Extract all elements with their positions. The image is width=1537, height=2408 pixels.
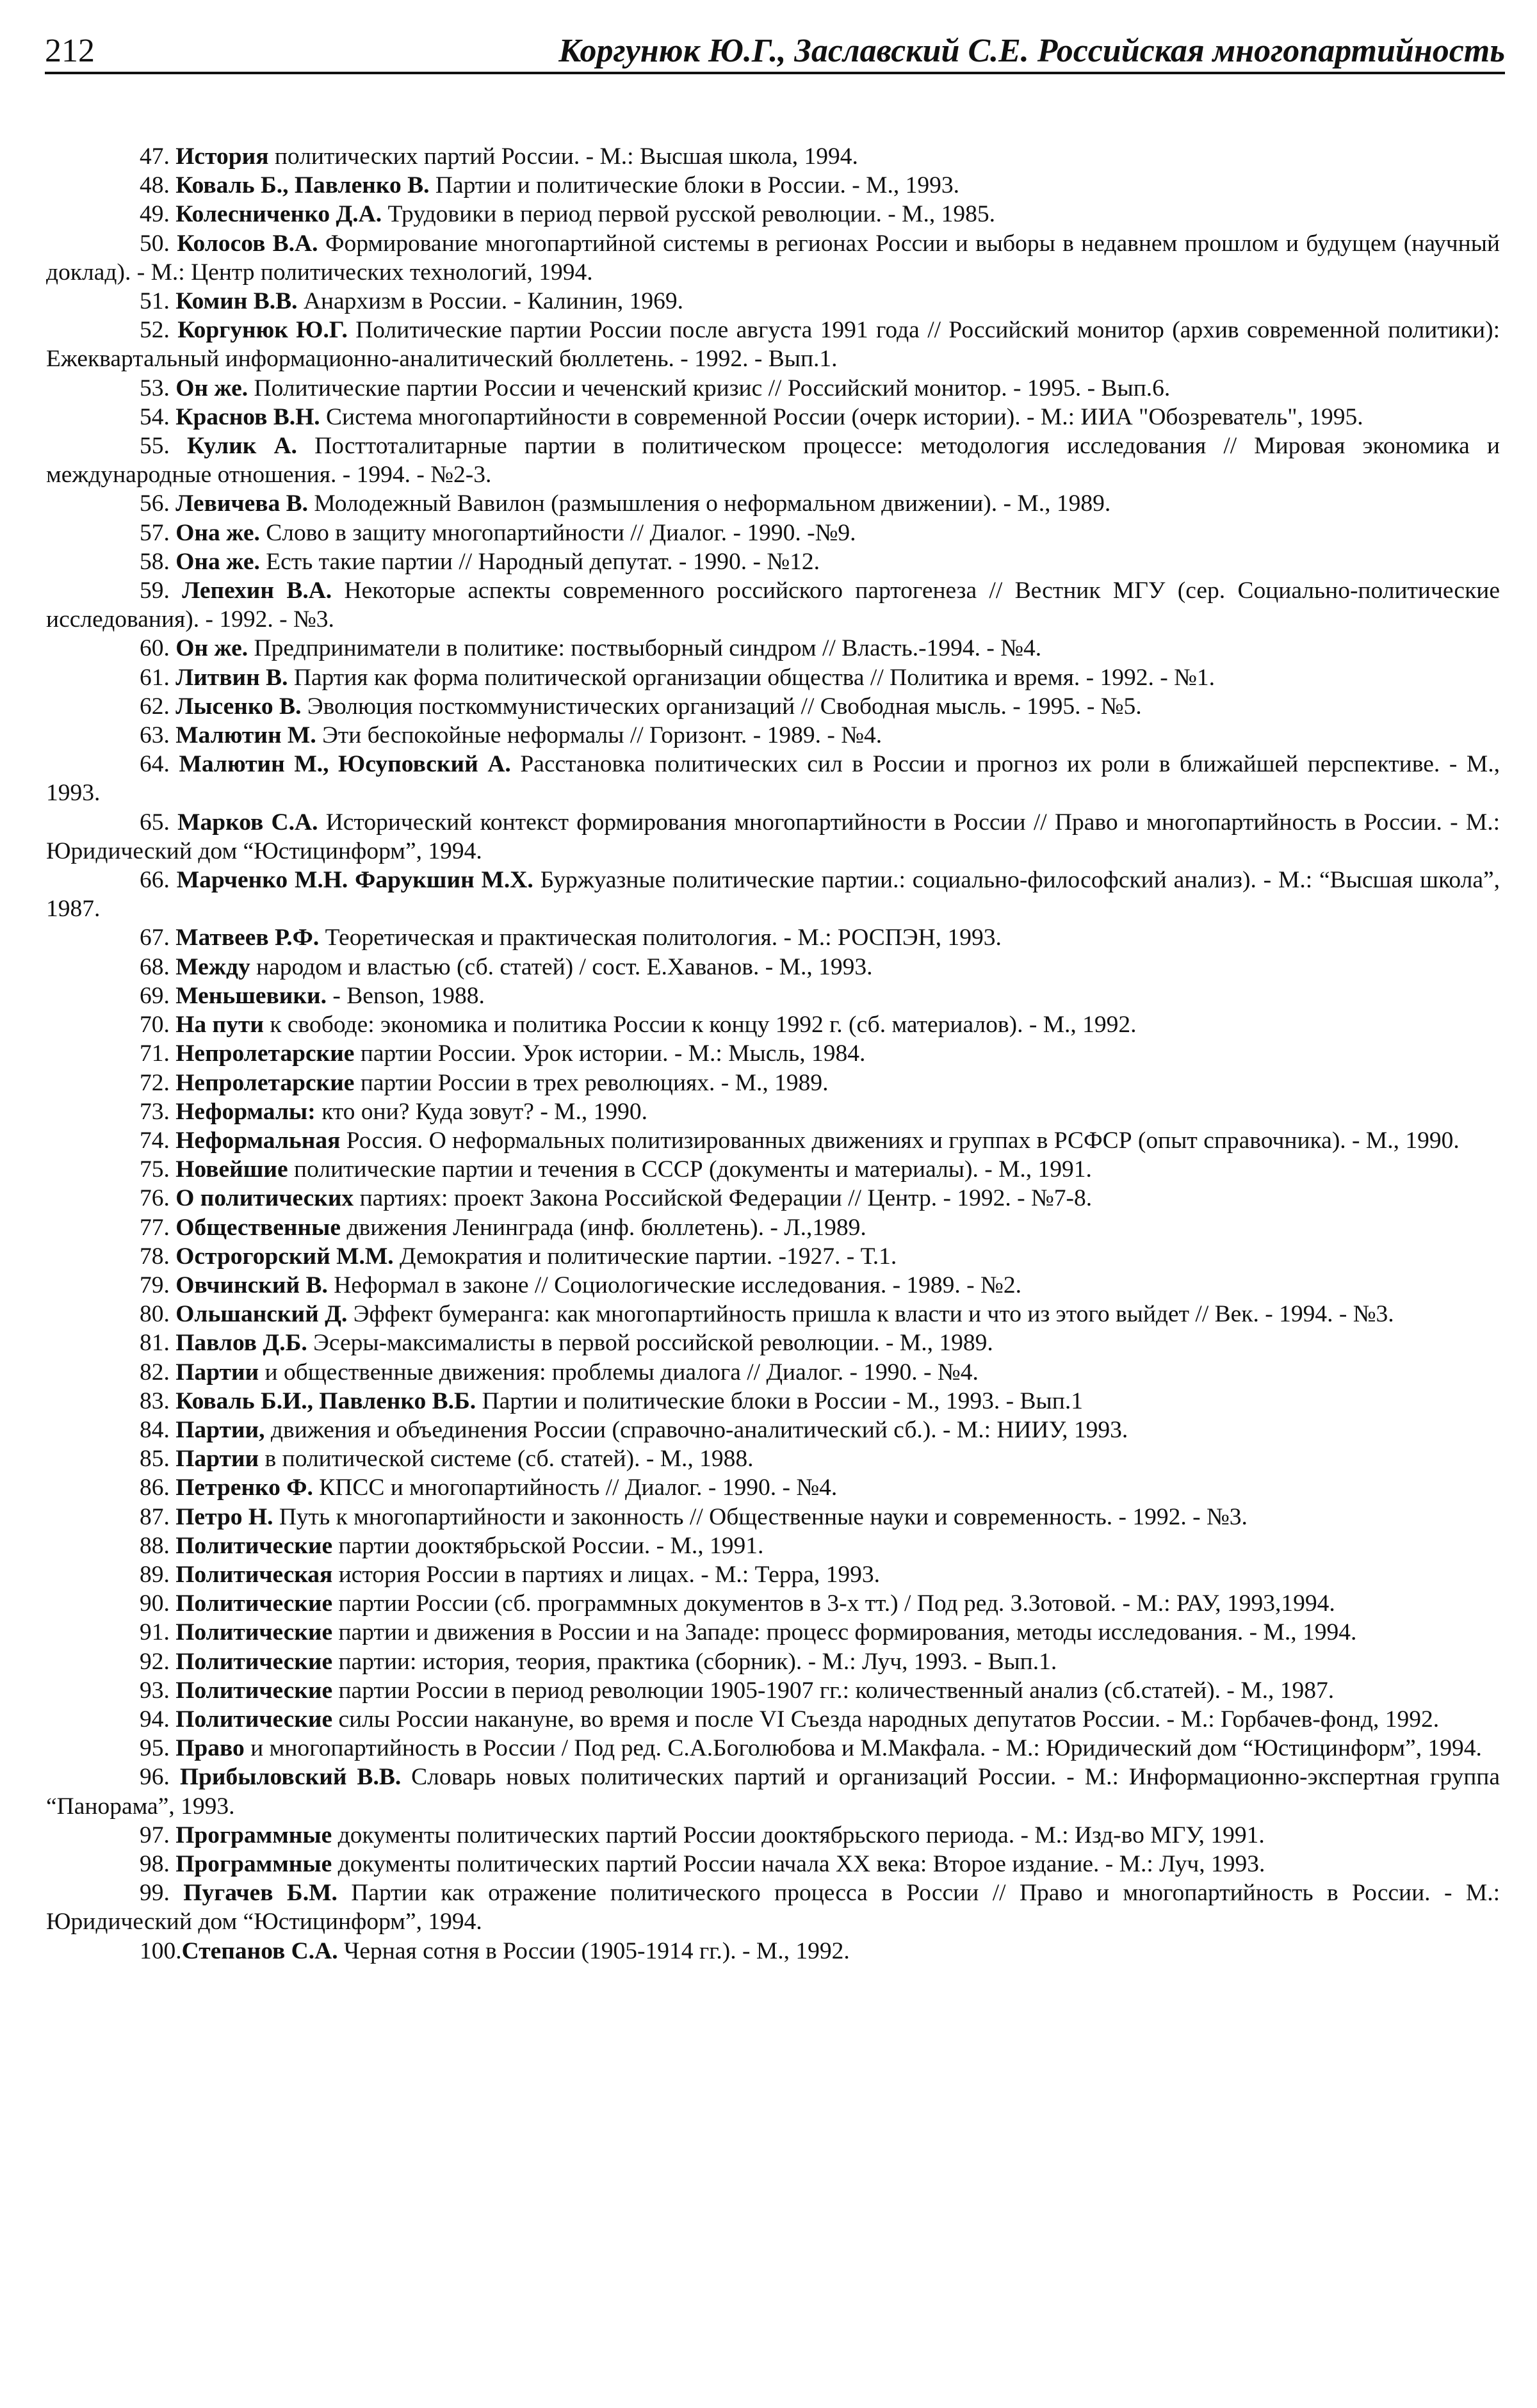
entry-spacer — [170, 722, 175, 748]
entry-number: 64. — [140, 751, 170, 778]
entry-number: 91. — [140, 1619, 170, 1646]
entry-spacer — [170, 201, 175, 227]
bibliography-entry — [46, 1937, 1500, 1966]
entry-author: Политические — [175, 1677, 333, 1704]
entry-spacer — [170, 1619, 175, 1645]
bibliography-entry — [46, 1300, 1500, 1329]
entry-spacer — [170, 549, 175, 575]
entry-author: Лысенко В. — [175, 693, 302, 720]
entry-number: 100. — [140, 1937, 182, 1964]
bibliography-entry — [46, 1821, 1500, 1850]
entry-number: 72. — [140, 1069, 170, 1096]
entry-spacer — [170, 665, 175, 691]
entry-number: 83. — [140, 1387, 170, 1414]
entry-spacer — [170, 1706, 175, 1733]
bibliography-entry — [46, 1763, 1500, 1820]
entry-number: 79. — [140, 1272, 170, 1298]
bibliography-entry — [46, 1387, 1500, 1416]
entry-author: Политические — [175, 1590, 333, 1617]
entry-number: 76. — [140, 1185, 170, 1212]
entry-author: Овчинский В. — [175, 1272, 328, 1298]
bibliography-entry — [46, 403, 1500, 432]
bibliography-entry — [46, 663, 1500, 692]
bibliography-entry — [46, 866, 1500, 923]
bibliography-entry — [46, 1184, 1500, 1213]
entry-text: Эффект бумеранга: как многопартийность пришла к власти и что из этого выйдет // Век. - 1994. - №3. — [347, 1301, 1394, 1328]
entry-author: Колосов В.А. — [177, 230, 318, 257]
entry-number: 47. — [140, 143, 170, 170]
entry-text: Расстановка политических сил в России и прогноз их роли в ближайшей перспективе. - М., 1993. — [46, 751, 1500, 807]
bibliography-entry — [46, 1589, 1500, 1618]
entry-text: Теоретическая и практическая политология. - М.: РОСПЭН, 1993. — [319, 925, 1002, 951]
entry-text: Словарь новых политических партий и организаций России. - М.: Информационно-экспертная группа “Панорама”, 1993. — [46, 1764, 1500, 1820]
entry-number: 75. — [140, 1156, 170, 1183]
bibliography-entry — [46, 750, 1500, 807]
entry-spacer — [170, 1533, 175, 1559]
entry-spacer — [170, 288, 175, 314]
bibliography-entry — [46, 1618, 1500, 1647]
entry-spacer — [170, 1301, 175, 1327]
entry-spacer — [170, 1504, 175, 1530]
entry-text: Партия как форма политической организации общества // Политика и время. - 1992. - №1. — [288, 664, 1216, 691]
entry-number: 90. — [140, 1590, 170, 1617]
entry-author: Он же. — [175, 375, 248, 401]
entry-number: 99. — [140, 1880, 170, 1907]
entry-number: 70. — [140, 1012, 170, 1038]
entry-number: 65. — [140, 809, 170, 836]
entry-number: 78. — [140, 1243, 170, 1270]
entry-text: Партии как отражение политического процесса в России // Право и многопартийность в России. - М.: Юридический дом “Юстицинформ”, 1994. — [46, 1880, 1500, 1935]
entry-spacer — [170, 375, 175, 401]
entry-text: партии России в трех революциях. - М., 1989. — [354, 1069, 829, 1096]
entry-text: Слово в защиту многопартийности // Диалог. - 1990. -№9. — [259, 519, 856, 546]
bibliography-entry — [46, 634, 1500, 663]
bibliography-entry — [46, 142, 1500, 171]
entry-author: Марченко М.Н. Фарукшин М.Х. — [176, 867, 533, 894]
bibliography-entry — [46, 432, 1500, 489]
entry-spacer — [170, 1417, 175, 1443]
entry-author: Малютин М., Юсуповский А. — [179, 751, 511, 778]
entry-number: 77. — [140, 1214, 170, 1241]
bibliography-entry — [46, 489, 1500, 518]
entry-number: 98. — [140, 1850, 170, 1877]
entry-number: 92. — [140, 1648, 170, 1675]
bibliography-entry — [46, 1734, 1500, 1763]
bibliography-entry — [46, 1358, 1500, 1387]
entry-author: Кулик А. — [187, 433, 297, 460]
page-header — [45, 28, 1505, 74]
entry-spacer — [170, 867, 177, 893]
entry-author: Павлов Д.Б. — [175, 1330, 307, 1357]
entry-spacer — [170, 172, 175, 198]
entry-number: 53. — [140, 375, 170, 401]
entry-author: Лепехин В.А. — [182, 578, 332, 604]
entry-text: Эсеры-максималисты в первой российской революции. - М., 1989. — [307, 1330, 993, 1357]
entry-author: Политические — [175, 1532, 333, 1559]
entry-spacer — [170, 1330, 175, 1356]
entry-spacer — [170, 1735, 175, 1761]
entry-author: На пути — [175, 1012, 264, 1038]
entry-number: 80. — [140, 1301, 170, 1328]
entry-number: 88. — [140, 1532, 170, 1559]
running-title: Коргунюк Ю.Г., Заславский С.Е. Российская многопартийность — [558, 33, 1505, 69]
entry-number: 49. — [140, 201, 170, 228]
entry-text: Партии и политические блоки в России - М., 1993. - Вып.1 — [476, 1387, 1083, 1414]
entry-author: Матвеев Р.Ф. — [175, 925, 320, 951]
entry-number: 54. — [140, 403, 170, 430]
bibliography-entry — [46, 519, 1500, 547]
entry-text: Есть такие партии // Народный депутат. - 1990. - №12. — [259, 548, 820, 575]
entry-author: Партии — [175, 1446, 259, 1473]
bibliography-entry — [46, 1039, 1500, 1068]
entry-number: 97. — [140, 1822, 170, 1848]
entry-spacer — [170, 1156, 175, 1183]
entry-number: 62. — [140, 693, 170, 720]
bibliography-entry — [46, 287, 1500, 316]
entry-author: Острогорский М.М. — [175, 1243, 394, 1270]
entry-number: 86. — [140, 1475, 170, 1501]
bibliography-entry — [46, 982, 1500, 1010]
entry-spacer — [170, 1359, 175, 1386]
entry-author: Литвин В. — [175, 664, 288, 691]
entry-number: 57. — [140, 519, 170, 546]
bibliography-entry — [46, 1560, 1500, 1589]
entry-number: 50. — [140, 230, 170, 257]
entry-number: 87. — [140, 1503, 170, 1530]
bibliography-entry — [46, 1416, 1500, 1444]
entry-text: документы политических партий России начала XX века: Второе издание. - М.: Луч, 1993. — [332, 1850, 1265, 1877]
entry-text: политические партии и течения в СССР (документы и материалы). - М., 1991. — [288, 1156, 1092, 1183]
bibliography-entry — [46, 1473, 1500, 1502]
entry-spacer — [170, 809, 177, 836]
entry-spacer — [170, 693, 175, 720]
bibliography-entry — [46, 229, 1500, 287]
entry-text: политических партий России. - М.: Высшая школа, 1994. — [268, 143, 858, 170]
entry-spacer — [170, 751, 179, 777]
entry-spacer — [170, 433, 187, 459]
entry-number: 68. — [140, 953, 170, 980]
entry-text: история России в партиях и лицах. - М.: Терра, 1993. — [332, 1561, 880, 1588]
entry-text: Система многопартийности в современной России (очерк истории). - М.: ИИА "Обозреватель", 1995. — [320, 403, 1363, 430]
entry-number: 63. — [140, 722, 170, 749]
entry-number: 55. — [140, 433, 170, 460]
entry-spacer — [170, 1880, 183, 1906]
entry-number: 67. — [140, 925, 170, 951]
bibliography-entry — [46, 1850, 1500, 1879]
bibliography-entry — [46, 692, 1500, 721]
bibliography-list — [46, 142, 1500, 1966]
entry-text: партии России. Урок истории. - М.: Мысль, 1984. — [354, 1040, 866, 1067]
bibliography-entry — [46, 1705, 1500, 1734]
entry-author: История — [175, 143, 269, 170]
entry-number: 85. — [140, 1446, 170, 1473]
entry-number: 52. — [140, 317, 170, 344]
entry-author: Меньшевики. — [175, 982, 327, 1009]
entry-spacer — [170, 317, 177, 343]
bibliography-entry — [46, 721, 1500, 750]
entry-text: и общественные движения: проблемы диалога // Диалог. - 1990. - №4. — [259, 1359, 979, 1386]
entry-author: О политических — [175, 1185, 354, 1212]
entry-author: Неформальная — [175, 1127, 341, 1154]
entry-spacer — [170, 1070, 175, 1096]
entry-spacer — [170, 1272, 175, 1298]
entry-number: 94. — [140, 1706, 170, 1733]
bibliography-entry — [46, 1879, 1500, 1936]
entry-author: Пугачев Б.М. — [183, 1880, 337, 1907]
entry-spacer — [170, 925, 175, 951]
entry-text: КПСС и многопартийность // Диалог. - 1990. - №4. — [313, 1475, 838, 1501]
bibliography-entry — [46, 547, 1500, 576]
header-rule — [45, 72, 1505, 74]
entry-author: Непролетарские — [175, 1069, 355, 1096]
entry-number: 81. — [140, 1330, 170, 1357]
entry-text: Предприниматели в политике: поствыборный синдром // Власть.-1994. - №4. — [248, 635, 1042, 662]
bibliography-entry — [46, 1097, 1500, 1126]
entry-spacer — [170, 1099, 175, 1125]
entry-spacer — [170, 635, 175, 661]
entry-spacer — [170, 578, 182, 604]
entry-number: 82. — [140, 1359, 170, 1386]
bibliography-entry — [46, 1531, 1500, 1560]
entry-text: движения и объединения России (справочно-аналитический сб.). - М.: НИИУ, 1993. — [264, 1416, 1128, 1443]
entry-author: Прибыловский В.В. — [179, 1764, 402, 1791]
entry-author: Степанов С.А. — [181, 1937, 338, 1964]
entry-text: народом и властью (сб. статей) / сост. Е.Хаванов. - М., 1993. — [250, 953, 873, 980]
entry-text: Трудовики в период первой русской революции. - М., 1985. — [382, 201, 996, 228]
bibliography-entry — [46, 1444, 1500, 1473]
entry-text: Буржуазные политические партии.: социально-философский анализ). - М.: “Высшая школа”, 1987. — [46, 867, 1500, 923]
entry-text: Россия. О неформальных политизированных движениях и группах в РСФСР (опыт справочника). - М., 1990. — [340, 1127, 1460, 1154]
entry-number: 56. — [140, 490, 170, 517]
entry-text: Молодежный Вавилон (размышления о неформальном движении). - М., 1989. — [308, 490, 1111, 517]
entry-number: 96. — [140, 1764, 170, 1791]
bibliography-entry — [46, 1329, 1500, 1357]
entry-spacer — [170, 1677, 175, 1704]
bibliography-entry — [46, 1676, 1500, 1705]
entry-spacer — [170, 1822, 175, 1848]
entry-author: Программные — [175, 1822, 332, 1848]
entry-author: Коваль Б., Павленко В. — [175, 172, 430, 199]
entry-spacer — [170, 1215, 175, 1241]
bibliography-entry — [46, 1242, 1500, 1271]
entry-author: Марков С.А. — [177, 809, 318, 836]
entry-text: Демократия и политические партии. -1927. - Т.1. — [393, 1243, 897, 1270]
entry-author: Она же. — [175, 548, 260, 575]
bibliography-entry — [46, 953, 1500, 982]
entry-author: Партии, — [175, 1416, 265, 1443]
entry-text: Эти беспокойные неформалы // Горизонт. - 1989. - №4. — [316, 722, 882, 749]
bibliography-entry — [46, 1069, 1500, 1097]
entry-text: Политические партии России после августа 1991 года // Российский монитор (архив современной политики): Ежеквартальный информационно-аналитический бюллетень. - 1992. - Вып.1. — [46, 317, 1500, 373]
entry-author: Коргунюк Ю.Г. — [177, 317, 348, 344]
entry-text: партии и движения в России и на Западе: процесс формирования, методы исследования. - М., 1994. — [332, 1619, 1357, 1646]
entry-text: - Benson, 1988. — [326, 982, 485, 1009]
entry-text: силы России накануне, во время и после VI Съезда народных депутатов России. - М.: Горбачев-фонд, 1992. — [332, 1706, 1440, 1733]
bibliography-entry — [46, 1647, 1500, 1676]
entry-number: 61. — [140, 664, 170, 691]
entry-text: Формирование многопартийной системы в регионах России и выборы в недавнем прошлом и будущем (научный доклад). - М.: Центр политических технологий, 1994. — [46, 230, 1500, 286]
entry-spacer — [170, 1590, 175, 1617]
entry-spacer — [170, 1446, 175, 1472]
entry-author: Политические — [175, 1706, 333, 1733]
page-number: 212 — [45, 33, 95, 69]
entry-text: Эволюция посткоммунистических организаций // Свободная мысль. - 1995. - №5. — [301, 693, 1142, 720]
bibliography-entry — [46, 923, 1500, 952]
bibliography-entry — [46, 1126, 1500, 1155]
entry-spacer — [170, 1851, 175, 1877]
entry-number: 58. — [140, 548, 170, 575]
entry-number: 74. — [140, 1127, 170, 1154]
entry-text: к свободе: экономика и политика России к концу 1992 г. (сб. материалов). - М., 1992. — [263, 1012, 1137, 1038]
entry-author: Он же. — [175, 635, 248, 662]
entry-number: 84. — [140, 1416, 170, 1443]
bibliography-entry — [46, 374, 1500, 403]
entry-author: Непролетарские — [175, 1040, 355, 1067]
bibliography-entry — [46, 1503, 1500, 1531]
entry-author: Право — [175, 1735, 245, 1762]
entry-spacer — [170, 954, 175, 980]
bibliography-entry — [46, 808, 1500, 866]
entry-text: Путь к многопартийности и законность // Общественные науки и современность. - 1992. - №3. — [273, 1503, 1248, 1530]
entry-author: Политические — [175, 1619, 333, 1646]
entry-number: 48. — [140, 172, 170, 199]
entry-author: Петренко Ф. — [175, 1475, 313, 1501]
entry-text: Анархизм в России. - Калинин, 1969. — [297, 288, 683, 315]
entry-number: 89. — [140, 1561, 170, 1588]
entry-number: 60. — [140, 635, 170, 662]
entry-author: Новейшие — [175, 1156, 288, 1183]
entry-number: 59. — [140, 578, 170, 604]
entry-text: Посттоталитарные партии в политическом процессе: методология исследования // Мировая экономика и международные отношения. - 1994. - №2-3. — [46, 433, 1500, 489]
entry-number: 69. — [140, 982, 170, 1009]
entry-author: Ольшанский Д. — [175, 1301, 348, 1328]
entry-text: партии России (сб. программных документов в 3-х тт.) / Под ред. З.Зотовой. - М.: РАУ, 1993,1994. — [332, 1590, 1335, 1617]
entry-author: Колесниченко Д.А. — [175, 201, 382, 228]
entry-spacer — [170, 490, 175, 517]
entry-author: Коваль Б.И., Павленко В.Б. — [175, 1387, 476, 1414]
entry-spacer — [170, 1127, 175, 1154]
entry-number: 95. — [140, 1735, 170, 1762]
entry-spacer — [170, 230, 177, 257]
entry-author: Политическая — [175, 1561, 333, 1588]
bibliography-entry — [46, 576, 1500, 634]
entry-author: Партии — [175, 1359, 259, 1386]
bibliography-entry — [46, 1155, 1500, 1184]
entry-text: партии: история, теория, практика (сборник). - М.: Луч, 1993. - Вып.1. — [332, 1648, 1057, 1675]
entry-author: Она же. — [175, 519, 260, 546]
bibliography-entry — [46, 1271, 1500, 1300]
entry-text: Неформал в законе // Социологические исследования. - 1989. - №2. — [327, 1272, 1021, 1298]
entry-spacer — [170, 1012, 175, 1038]
entry-text: Черная сотня в России (1905-1914 гг.). - М., 1992. — [337, 1937, 850, 1964]
entry-author: Краснов В.Н. — [175, 403, 320, 430]
entry-author: Между — [175, 953, 250, 980]
entry-spacer — [170, 1649, 175, 1675]
entry-spacer — [170, 1388, 175, 1414]
entry-spacer — [170, 1475, 175, 1501]
bibliography-entry — [46, 200, 1500, 229]
entry-text: партии дооктябрьской России. - М., 1991. — [332, 1532, 764, 1559]
entry-text: Партии и политические блоки в России. - М., 1993. — [429, 172, 959, 199]
entry-text: документы политических партий России дооктябрьского периода. - М.: Изд-во МГУ, 1991. — [332, 1822, 1265, 1848]
entry-spacer — [170, 1040, 175, 1067]
entry-spacer — [170, 520, 175, 546]
bibliography-entry — [46, 1010, 1500, 1039]
entry-author: Комин В.В. — [175, 288, 298, 315]
entry-text: в политической системе (сб. статей). - М., 1988. — [259, 1446, 754, 1473]
entry-text: и многопартийность в России / Под ред. С.А.Боголюбова и М.Макфала. - М.: Юридический дом “Юстицинформ”, 1994. — [244, 1735, 1482, 1762]
entry-spacer — [170, 1185, 175, 1211]
entry-text: движения Ленинграда (инф. бюллетень). - Л.,1989. — [341, 1214, 866, 1241]
entry-text: Исторический контекст формирования многопартийности в России // Право и многопартийность в России. - М.: Юридический дом “Юстицинформ”, 1994. — [46, 809, 1500, 864]
entry-number: 93. — [140, 1677, 170, 1704]
entry-spacer — [170, 983, 175, 1009]
entry-author: Левичева В. — [175, 490, 308, 517]
bibliography-entry — [46, 1213, 1500, 1242]
entry-number: 71. — [140, 1040, 170, 1067]
entry-number: 51. — [140, 288, 170, 315]
entry-author: Петро Н. — [175, 1503, 273, 1530]
bibliography-entry — [46, 316, 1500, 373]
entry-author: Общественные — [175, 1214, 341, 1241]
entry-number: 73. — [140, 1098, 170, 1125]
entry-spacer — [170, 1243, 175, 1270]
entry-author: Малютин М. — [175, 722, 316, 749]
entry-spacer — [170, 143, 175, 170]
entry-spacer — [170, 404, 175, 430]
entry-text: кто они? Куда зовут? - М., 1990. — [315, 1098, 648, 1125]
entry-number: 66. — [140, 867, 170, 894]
entry-text: Некоторые аспекты современного российского партогенеза // Вестник МГУ (сер. Социально-политические исследования). - 1992. - №3. — [46, 578, 1500, 633]
entry-author: Политические — [175, 1648, 333, 1675]
entry-spacer — [170, 1562, 175, 1588]
entry-author: Программные — [175, 1850, 332, 1877]
entry-spacer — [170, 1764, 180, 1790]
entry-author: Неформалы: — [175, 1098, 316, 1125]
bibliography-entry — [46, 171, 1500, 200]
entry-text: партии России в период революции 1905-1907 гг.: количественный анализ (сб.статей). - М., 1987. — [332, 1677, 1335, 1704]
entry-text: Политические партии России и чеченский кризис // Российский монитор. - 1995. - Вып.6. — [248, 375, 1171, 401]
entry-text: партиях: проект Закона Российской Федерации // Центр. - 1992. - №7-8. — [354, 1185, 1093, 1212]
